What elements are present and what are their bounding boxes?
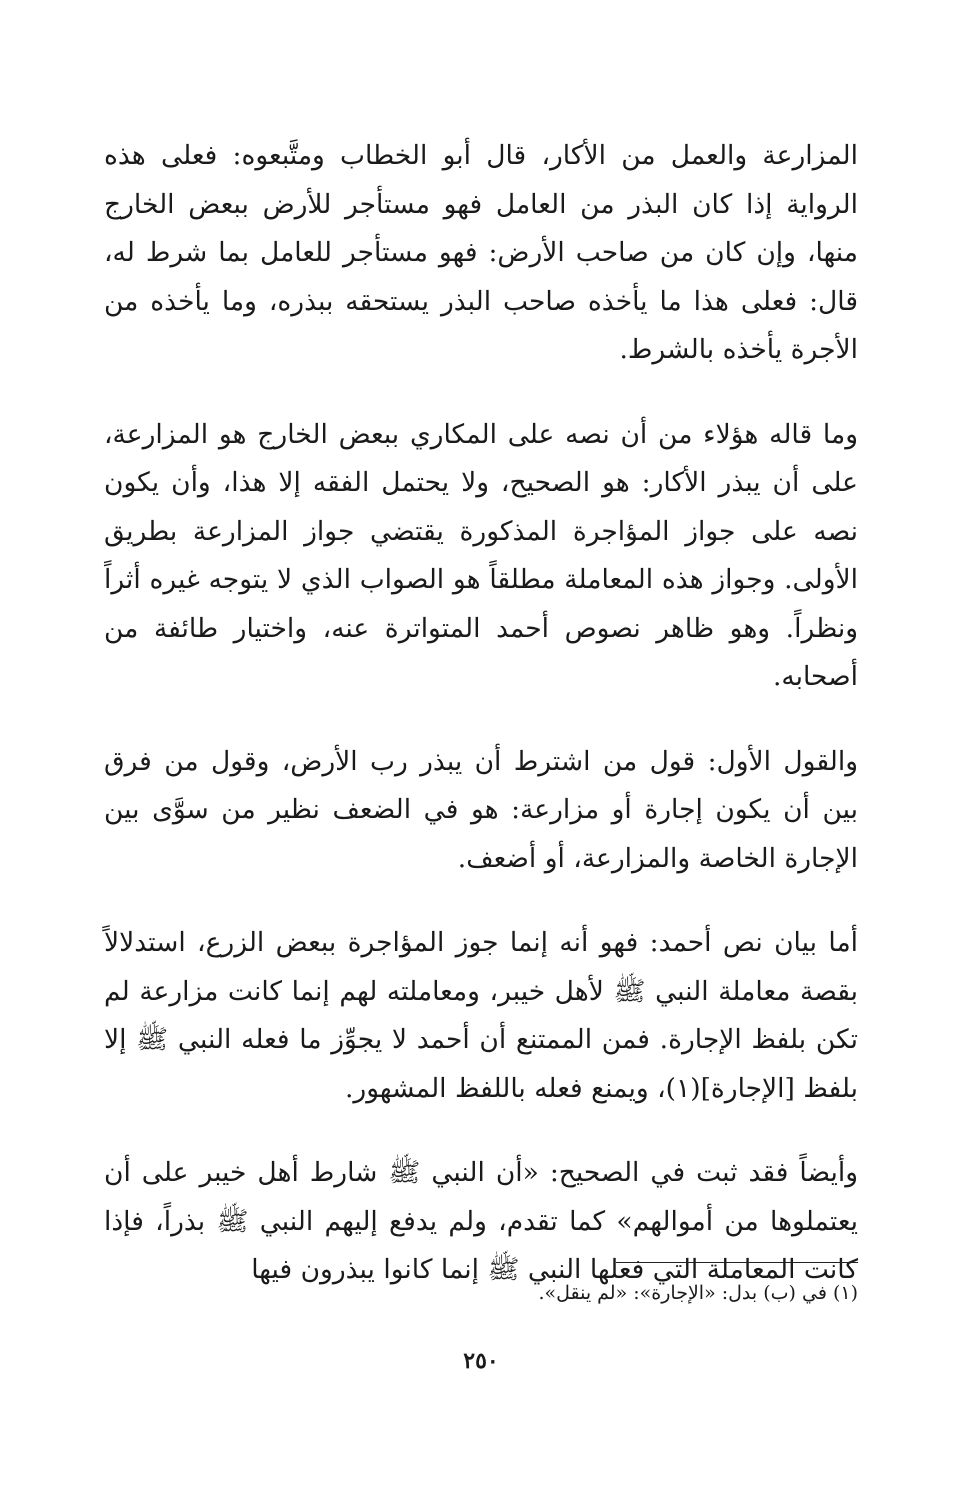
- paragraph-1: المزارعة والعمل من الأكار، قال أبو الخطاب ومتَّبعوه: فعلى هذه الرواية إذا كان البذر من العامل فهو مستأجر للأرض ببعض الخارج منها، وإن كان من صاحب الأرض: فهو مستأجر للعامل بما شرط له، قال: فعلى هذا ما يأخذه صاحب البذر يستحقه ببذره، وما يأخذه من الأجرة يأخذه بالشرط.: [104, 140, 858, 365]
- paragraph-4: أما بيان نص أحمد: فهو أنه إنما جوز المؤاجرة ببعض الزرع، استدلالاً بقصة معاملة النبي ﷺ لأهل خيبر، ومعاملته لهم إنما كانت مزارعة لم تكن بلفظ الإجارة. فمن الممتنع أن أحمد لا يجوِّز ما فعله النبي ﷺ إلا بلفظ [الإجارة](١)، ويمنع فعله باللفظ المشهور.: [104, 927, 858, 1104]
- page-number: ٢٥٠: [463, 1348, 499, 1374]
- footnote: (١) في (ب) بدل: «الإجارة»: «لم ينقل».: [538, 1282, 858, 1304]
- footnote-divider: [616, 1262, 858, 1263]
- paragraph-2: وما قاله هؤلاء من أن نصه على المكاري ببعض الخارج هو المزارعة، على أن يبذر الأكار: هو الصحيح، ولا يحتمل الفقه إلا هذا، وأن يكون نصه على جواز المؤاجرة المذكورة يقتضي جواز المزارعة بطريق الأولى. وجواز هذه المعاملة مطلقاً هو الصواب الذي لا يتوجه غيره أثراً ونظراً. وهو ظاهر نصوص أحمد المتواترة عنه، واختيار طائفة من أصحابه.: [104, 418, 858, 692]
- paragraph-5: وأيضاً فقد ثبت في الصحيح: «أن النبي ﷺ شارط أهل خيبر على أن يعتملوها من أموالهم» كما تقدم، ولم يدفع إليهم النبي ﷺ بذراً، فإذا كانت المعاملة التي فعلها النبي ﷺ إنما كانوا يبذرون فيها: [104, 1157, 858, 1285]
- paragraph-3: والقول الأول: قول من اشترط أن يبذر رب الأرض، وقول من فرق بين أن يكون إجارة أو مزارعة: هو في الضعف نظير من سوَّى بين الإجارة الخاصة والمزارعة، أو أضعف.: [104, 745, 858, 874]
